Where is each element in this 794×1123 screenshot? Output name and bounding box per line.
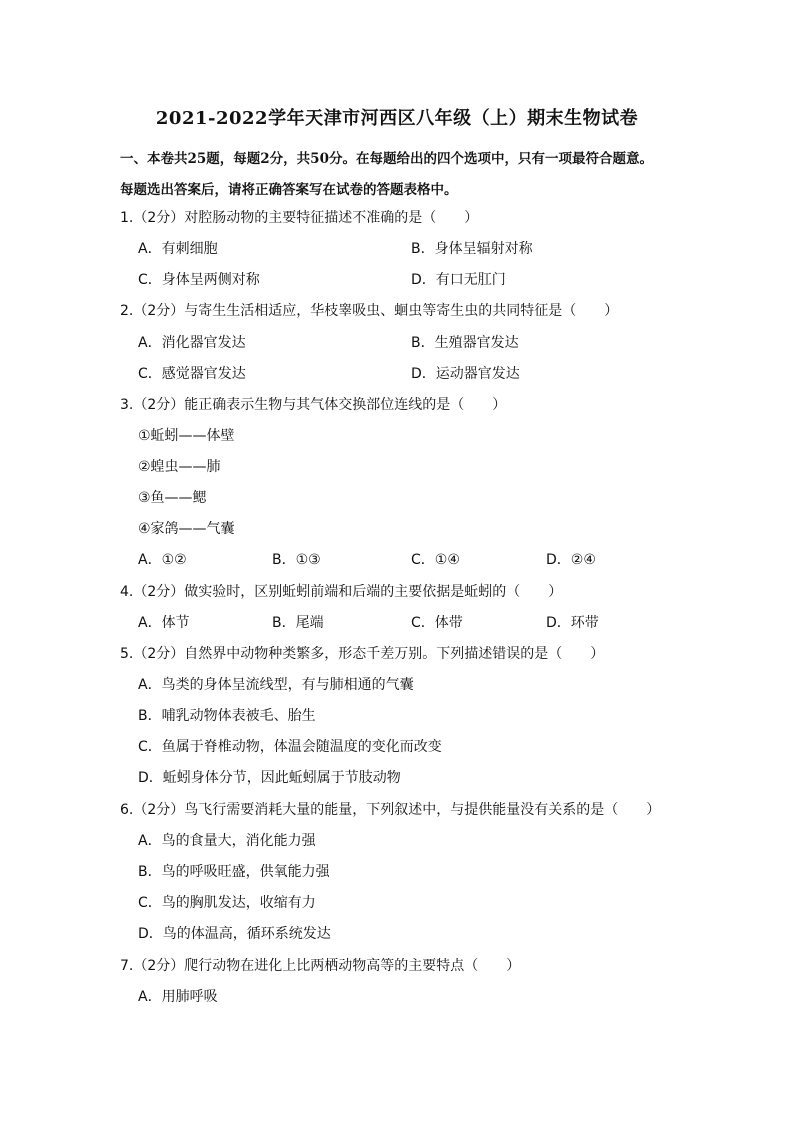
question-5-option-a: A．鸟类的身体呈流线型，有与肺相通的气囊 — [138, 677, 414, 693]
question-5-stem: 5.（2分）自然界中动物种类繁多，形态千差万别。下列描述错误的是（ ） — [120, 646, 605, 662]
question-4-option-c: C．体带 — [411, 615, 463, 631]
question-6-option-d: D．鸟的体温高，循环系统发达 — [138, 926, 331, 942]
question-1-stem: 1.（2分）对腔肠动物的主要特征描述不准确的是（ ） — [120, 210, 479, 226]
question-1-option-d: D．有口无肛门 — [411, 272, 506, 288]
question-3-option-c: C．①④ — [411, 552, 460, 568]
question-4-option-a: A．体节 — [138, 615, 190, 631]
question-1-option-c: C．身体呈两侧对称 — [138, 272, 260, 288]
question-3-option-d: D．②④ — [546, 552, 596, 568]
question-2-option-a: A．消化器官发达 — [138, 335, 246, 351]
question-2-option-c: C．感觉器官发达 — [138, 366, 246, 382]
question-3-option-b: B．①③ — [272, 552, 321, 568]
question-5-option-b: B．哺乳动物体表被毛、胎生 — [138, 708, 316, 724]
question-4-stem: 4.（2分）做实验时，区别蚯蚓前端和后端的主要依据是蚯蚓的（ ） — [120, 584, 563, 600]
question-4-option-b: B．尾端 — [272, 615, 324, 631]
question-3-item-2: ②蝗虫——肺 — [138, 459, 221, 475]
question-6-option-b: B．鸟的呼吸旺盛，供氧能力强 — [138, 864, 330, 880]
question-2-option-b: B．生殖器官发达 — [411, 335, 519, 351]
question-3-option-a: A．①② — [138, 552, 187, 568]
question-7-stem: 7.（2分）爬行动物在进化上比两栖动物高等的主要特点（ ） — [120, 958, 521, 974]
section-instructions-line2: 每题选出答案后，请将正确答案写在试卷的答题表格中。 — [120, 182, 458, 198]
question-3-item-3: ③鱼——鳃 — [138, 490, 207, 506]
question-7-option-a: A．用肺呼吸 — [138, 989, 218, 1005]
question-6-option-a: A．鸟的食量大，消化能力强 — [138, 833, 316, 849]
question-2-option-d: D．运动器官发达 — [411, 366, 520, 382]
question-5-option-c: C．鱼属于脊椎动物，体温会随温度的变化而改变 — [138, 739, 442, 755]
question-6-stem: 6.（2分）鸟飞行需要消耗大量的能量，下列叙述中，与提供能量没有关系的是（ ） — [120, 802, 661, 818]
question-3-item-4: ④家鸽——气囊 — [138, 521, 235, 537]
question-6-option-c: C．鸟的胸肌发达，收缩有力 — [138, 895, 316, 911]
question-1-option-a: A．有刺细胞 — [138, 241, 218, 257]
question-3-stem: 3.（2分）能正确表示生物与其气体交换部位连线的是（ ） — [120, 397, 507, 413]
question-3-item-1: ①蚯蚓——体壁 — [138, 428, 235, 444]
question-2-stem: 2.（2分）与寄生生活相适应，华枝睾吸虫、蛔虫等寄生虫的共同特征是（ ） — [120, 303, 619, 319]
exam-title: 2021-2022学年天津市河西区八年级（上）期末生物试卷 — [155, 108, 639, 129]
question-4-option-d: D．环带 — [546, 615, 599, 631]
question-1-option-b: B．身体呈辐射对称 — [411, 241, 533, 257]
question-5-option-d: D．蚯蚓身体分节，因此蚯蚓属于节肢动物 — [138, 770, 401, 786]
section-instructions-line1: 一、本卷共25题，每题2分，共50分。在每题给出的四个选项中，只有一项最符合题意。 — [120, 151, 653, 167]
